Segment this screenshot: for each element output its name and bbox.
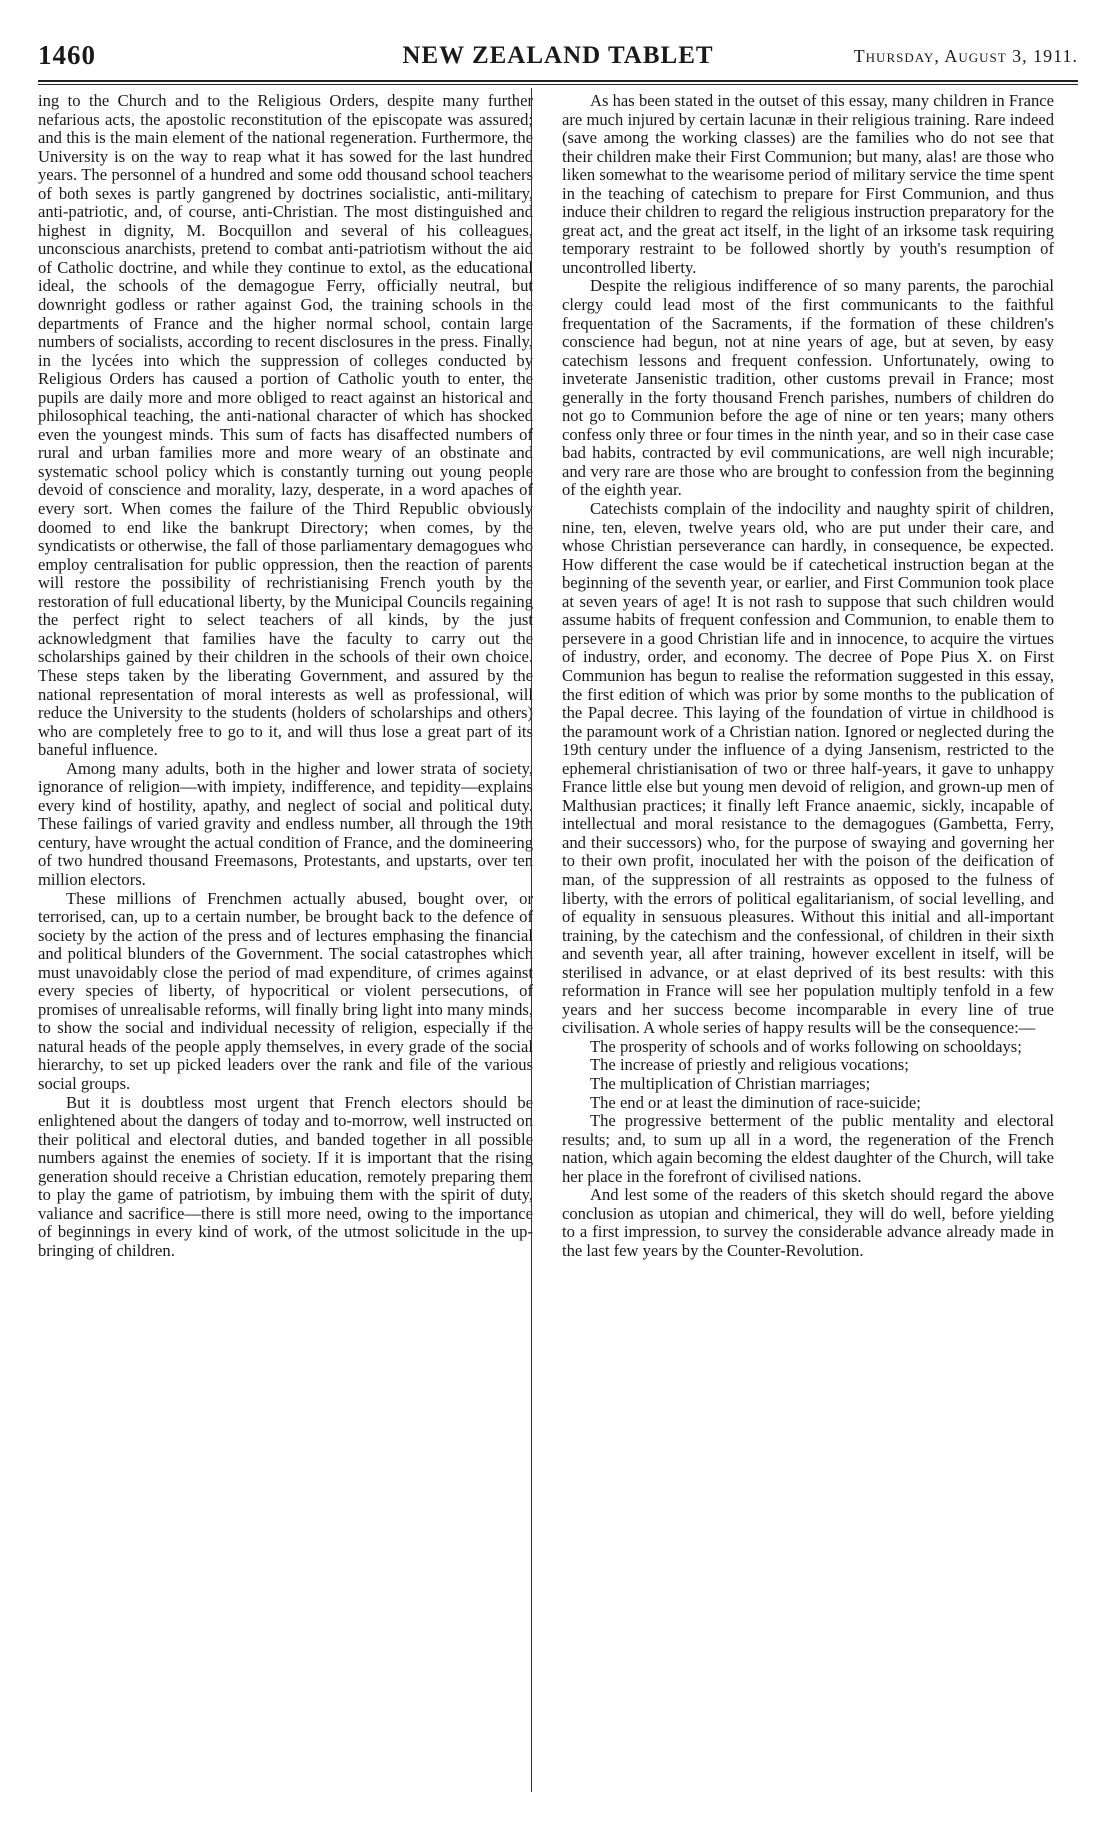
list-item: The progressive betterment of the public mentality and electoral results; and, to sum up all in a word, the regeneration of the French nation, which again becoming the eldest daughter of the Church, will take her place in the forefront of civilised nations. [562,1111,1054,1186]
left-column [38,92,533,1260]
paragraph: Catechists complain of the indocility and naughty spirit of children, nine, ten, eleven, twelve years old, who are put under their care, and whose Christian perseverance can hardly, in consequence, be expected. How different the case would be if catechetical instruction began at the beginning of the seventh year, or earlier, and First Communion took place at seven years of age! It is not rash to suppose that such children would assume habits of frequent confession and Communion, to enable them to persevere in a good Christian life and in innocence, to acquire the virtues of industry, order, and economy. The decree of Pope Pius X. on First Communion has begun to realise the reformation suggested in this essay, the first edition of which was prior by some months to the publication of the Papal decree. This laying of the foundation of virtue in childhood is the paramount work of a Christian nation. Ignored or neglected during the 19th century under the influence of a dying Jansenism, restricted to the ephemeral christianisation of two or three half-years, it gave to unhappy France little else but young men devoid of religion, and grown-up men of Malthusian practices; it finally left France anaemic, sickly, incapable of intellectual and moral resistance to the demagogues (Gambetta, Ferry, and their successors) who, for the purpose of swaying and governing her to their own profit, inoculated her with the poison of the deification of man, of the suppression of all restraints as opposed to the fulness of liberty, with the errors of political egalitarianism, of social levelling, and of equality in sensuous pleasures. Without this initial and all-important training, by the catechism and the confessional, of children in their sixth and seventh year, all after training, however excellent in itself, will be sterilised in advance, or at elast deprived of its best results: with this reformation in France will see her population multiply tenfold in a few years and her success become incomparable in every line of true civilisation. A whole series of happy results will be the consequence:— [562,499,1054,1038]
paragraph: These millions of Frenchmen actually abused, bought over, or terrorised, can, up to a certain number, be brought back to the defence of society by the action of the press and of lectures emphasing the financial and political blunders of the Government. The social catastrophes which must unavoidably close the period of mad expenditure, of crimes against every species of liberty, of hypocritical or violent persecutions, of promises of unrealisable reforms, will finally bring light into many minds, to show the social and individual necessity of religion, especially if the natural heads of the people apply themselves, in every grade of the social hierarchy, to set up picked leaders over the rank and file of the various social groups. [38,888,533,1093]
issue-date: Thursday, August 3, 1911. [853,46,1078,66]
list-item: The increase of priestly and religious vocations; [590,1055,909,1075]
header-rule-thin [38,84,1078,85]
page-number: 1460 [38,40,96,70]
newspaper-title: NEW ZEALAND TABLET [402,42,714,69]
paragraph: ing to the Church and to the Religious Orders, despite many further nefarious acts, the apostolic reconstitution of the episcopate was assured; and this is the main element of the national regeneration. Furthermore, the University is on the way to reap what it has sowed for the last hundred years. The personnel of a hundred and some odd thousand school teachers of both sexes is partly gangrened by doctrines socialistic, anti-military, anti-patriotic, and, of course, anti-Christian. The most distinguished and highest in dignity, M. Bocquillon and several of his colleagues, unconscious anarchists, pretend to combat anti-patriotism without the aid of Catholic doctrine, and while they continue to extol, as the educational ideal, the schools of the demagogue Ferry, officially neutral, but downright godless or rather against God, the training schools in the departments of France and the higher normal school, contain large numbers of socialists, according to recent disclosures in the press. Finally, in the lycées into which the suppression of colleges conducted by Religious Orders has caused a portion of Catholic youth to enter, the pupils are daily more and more obliged to react against an historical and philosophical teaching, the anti-national character of which has shocked even the youngest minds. This sum of facts has disaffected numbers of rural and urban families more and more weary of an obstinate and systematic school policy which is constantly turning out young people devoid of conscience and morality, lazy, desperate, in a word apaches of every sort. When comes the failure of the Third Republic obviously doomed to end like the bankrupt Directory; when comes, by the syndicatists or otherwise, the fall of those parliamentary demagogues who employ centralisation for public oppression, then the reaction of parents will restore the possibility of rechristianising French youth by the restoration of full educational liberty, by the Municipal Councils regaining the perfect right to select teachers of all kinds, by the just acknowledgment that families have the faculty to carry out the scholarships gained by their children in the schools of their own choice. These steps taken by the liberating Government, and assured by the national representation of moral interests as well as professional, will reduce the University to the students (holders of scholarships and others) who are completely free to go to it, and will thus lose a great part of its baneful influence. [38,91,533,760]
paragraph: Among many adults, both in the higher and lower strata of society, ignorance of religion—with impiety, indifference, and tepidity—explains every kind of hostility, apathy, and neglect of social and political duty. These failings of varied gravity and endless number, all through the 19th century, have wrought the actual condition of France, and the domineering of two hundred thousand Freemasons, Protestants, and upstarts, over ten million electors. [38,758,533,889]
paragraph: Despite the religious indifference of so many parents, the parochial clergy could lead most of the first communicants to the faithful frequentation of the Sacraments, if the formation of these children's conscience had begun, not at nine years of age, but at seven, by easy catechism lessons and frequent confession. Unfortunately, owing to inveterate Jansenistic tradition, other customs prevail in France; most generally in the forty thousand French parishes, numbers of children do not go to Communion before the age of nine or ten years; many others confess only three or four times in the ninth year, and so in their case case bad habits, contracted by evil communications, are well nigh incurable; and very rare are those who are brought to confession from the beginning of the eighth year. [562,276,1054,500]
paragraph: As has been stated in the outset of this essay, many children in France are much injured by certain lacunæ in their religious training. Rare indeed (save among the working classes) are the families who do not see that their children make their First Communion; but many, alas! are those who liken somewhat to the wearisome period of military service the time spent in the teaching of catechism to prepare for First Communion, and thus induce their children to regard the religious instruction preparatory for the great act, and the great act itself, in the light of an irksome task requiring temporary restraint to be followed shortly by youth's resumption of uncontrolled liberty. [562,91,1054,277]
right-column [562,92,1054,1260]
list-item: The multiplication of Christian marriages; [590,1073,871,1093]
header-rule [38,80,1078,82]
masthead [38,40,1078,76]
paragraph: And lest some of the readers of this sketch should regard the above conclusion as utopian and chimerical, they will do well, before yielding to a first impression, to survey the considerable advance already made in the last few years by the Counter-Revolution. [562,1185,1054,1260]
column-divider [531,88,532,1792]
list-item: The prosperity of schools and of works following on schooldays; [590,1036,1022,1056]
list-item: The end or at least the diminution of race-suicide; [590,1092,921,1112]
paragraph: But it is doubtless most urgent that French electors should be enlightened about the dangers of today and to-morrow, well instructed on their political and electoral duties, and banded together in all possible numbers against the enemies of society. If it is important that the rising generation should receive a Christian education, remotely preparing them to play the game of patriotism, by imbuing them with the spirit of duty, valiance and sacrifice—there is still more need, owing to the importance of beginnings in every kind of work, of the utmost solicitude in the up-bringing of children. [38,1092,533,1260]
